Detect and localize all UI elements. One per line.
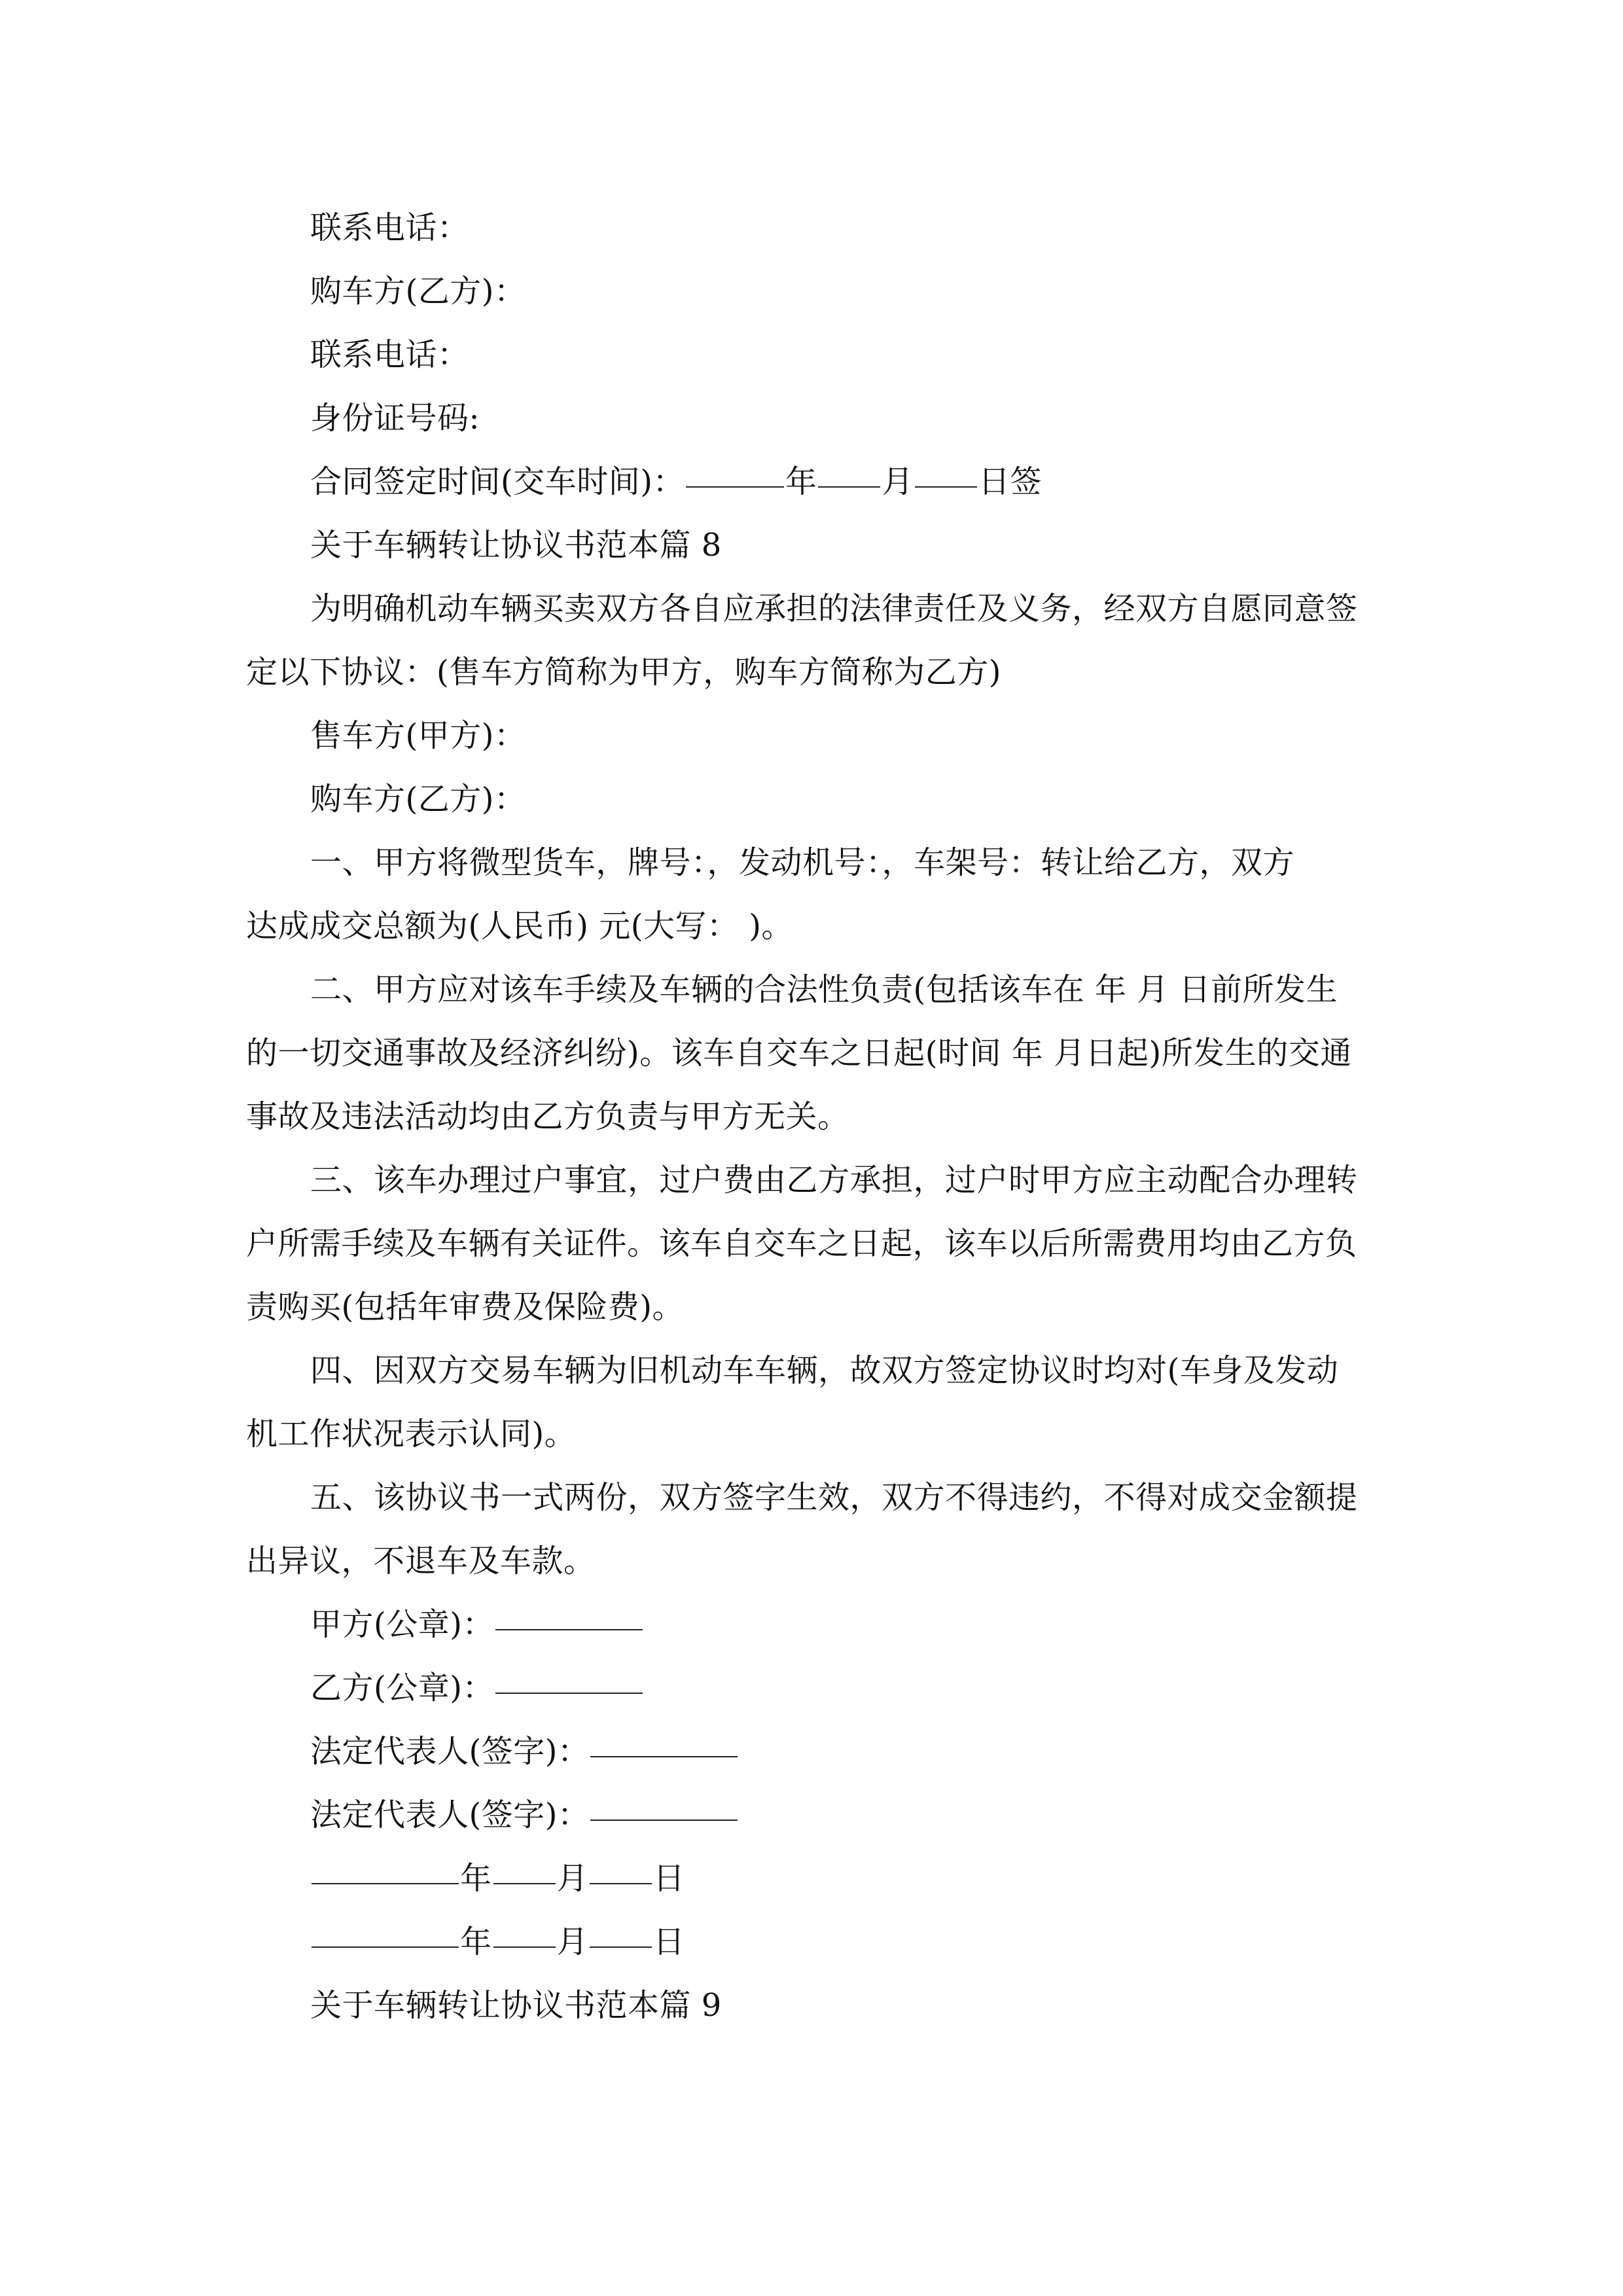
blank-day — [915, 486, 977, 488]
blank-month — [818, 486, 880, 488]
legal-rep-line-1: 法定代表人(签字)： — [310, 1720, 1442, 1784]
date-2-day-blank — [590, 1946, 652, 1948]
contact-phone-line-1: 联系电话： — [310, 209, 469, 246]
contact-phone-line-2: 联系电话： — [310, 336, 469, 373]
buyer-line-1: 购车方(乙方)： — [310, 273, 526, 310]
clause-2-line-2: 的一切交通事故及经济纠纷)。该车自交车之日起(时间 年 月日起)所发生的交通 — [246, 1035, 1352, 1071]
party-a-seal-line: 甲方(公章)： — [310, 1593, 1442, 1657]
legal-rep-2-blank — [590, 1819, 738, 1821]
date-1-year-blank — [312, 1882, 459, 1884]
party-a-seal-blank — [495, 1628, 643, 1630]
legal-rep-line-2: 法定代表人(签字)： — [310, 1784, 1442, 1847]
party-b-seal-line: 乙方(公章)： — [310, 1657, 1442, 1720]
section-heading-8: 关于车辆转让协议书范本篇 8 — [310, 527, 722, 564]
clause-1-line-2: 达成成交总额为(人民币) 元(大写： )。 — [246, 908, 793, 944]
blank-year — [686, 486, 784, 488]
clause-2-line-3: 事故及违法活动均由乙方负责与甲方无关。 — [246, 1098, 849, 1135]
clause-4-line-1: 四、因双方交易车辆为旧机动车车辆，故双方签定协议时均对(车身及发动 — [310, 1352, 1339, 1389]
date-1-month-blank — [493, 1882, 556, 1884]
buyer-line-2: 购车方(乙方)： — [310, 781, 526, 817]
seller-line: 售车方(甲方)： — [310, 717, 526, 754]
date-line-2: 年 月 日 — [310, 1910, 1442, 1974]
clause-3-line-3: 责购买(包括年审费及保险费)。 — [246, 1289, 684, 1325]
intro-paragraph-line-2: 定以下协议：(售车方简称为甲方，购车方简称为乙方) — [246, 654, 1001, 691]
clause-5-line-1: 五、该协议书一式两份，双方签字生效，双方不得违约，不得对成交金额提 — [310, 1479, 1358, 1516]
date-1-day-blank — [590, 1882, 652, 1884]
date-2-month-blank — [493, 1946, 556, 1948]
clause-4-line-2: 机工作状况表示认同)。 — [246, 1416, 577, 1452]
clause-3-line-2: 户所需手续及车辆有关证件。该车自交车之日起，该车以后所需费用均由乙方负 — [246, 1225, 1357, 1262]
legal-rep-1-blank — [590, 1755, 738, 1757]
clause-5-line-2: 出异议，不退车及车款。 — [246, 1543, 596, 1579]
clause-1-line-1: 一、甲方将微型货车，牌号：，发动机号：，车架号：转让给乙方，双方 — [310, 844, 1295, 881]
clause-2-line-1: 二、甲方应对该车手续及车辆的合法性负责(包括该车在 年 月 日前所发生 — [310, 971, 1338, 1008]
date-line-1: 年 月 日 — [310, 1847, 1442, 1910]
date-2-year-blank — [312, 1946, 459, 1948]
id-number-line: 身份证号码: — [310, 400, 480, 437]
intro-paragraph-line-1: 为明确机动车辆买卖双方各自应承担的法律责任及义务，经双方自愿同意签 — [310, 590, 1358, 627]
section-heading-9: 关于车辆转让协议书范本篇 9 — [310, 1987, 722, 2024]
contract-date-line: 合同签定时间(交车时间)： 年 月 日签 — [310, 463, 1043, 500]
party-b-seal-blank — [495, 1692, 643, 1694]
clause-3-line-1: 三、该车办理过户事宜，过户费由乙方承担，过户时甲方应主动配合办理转 — [310, 1162, 1358, 1198]
